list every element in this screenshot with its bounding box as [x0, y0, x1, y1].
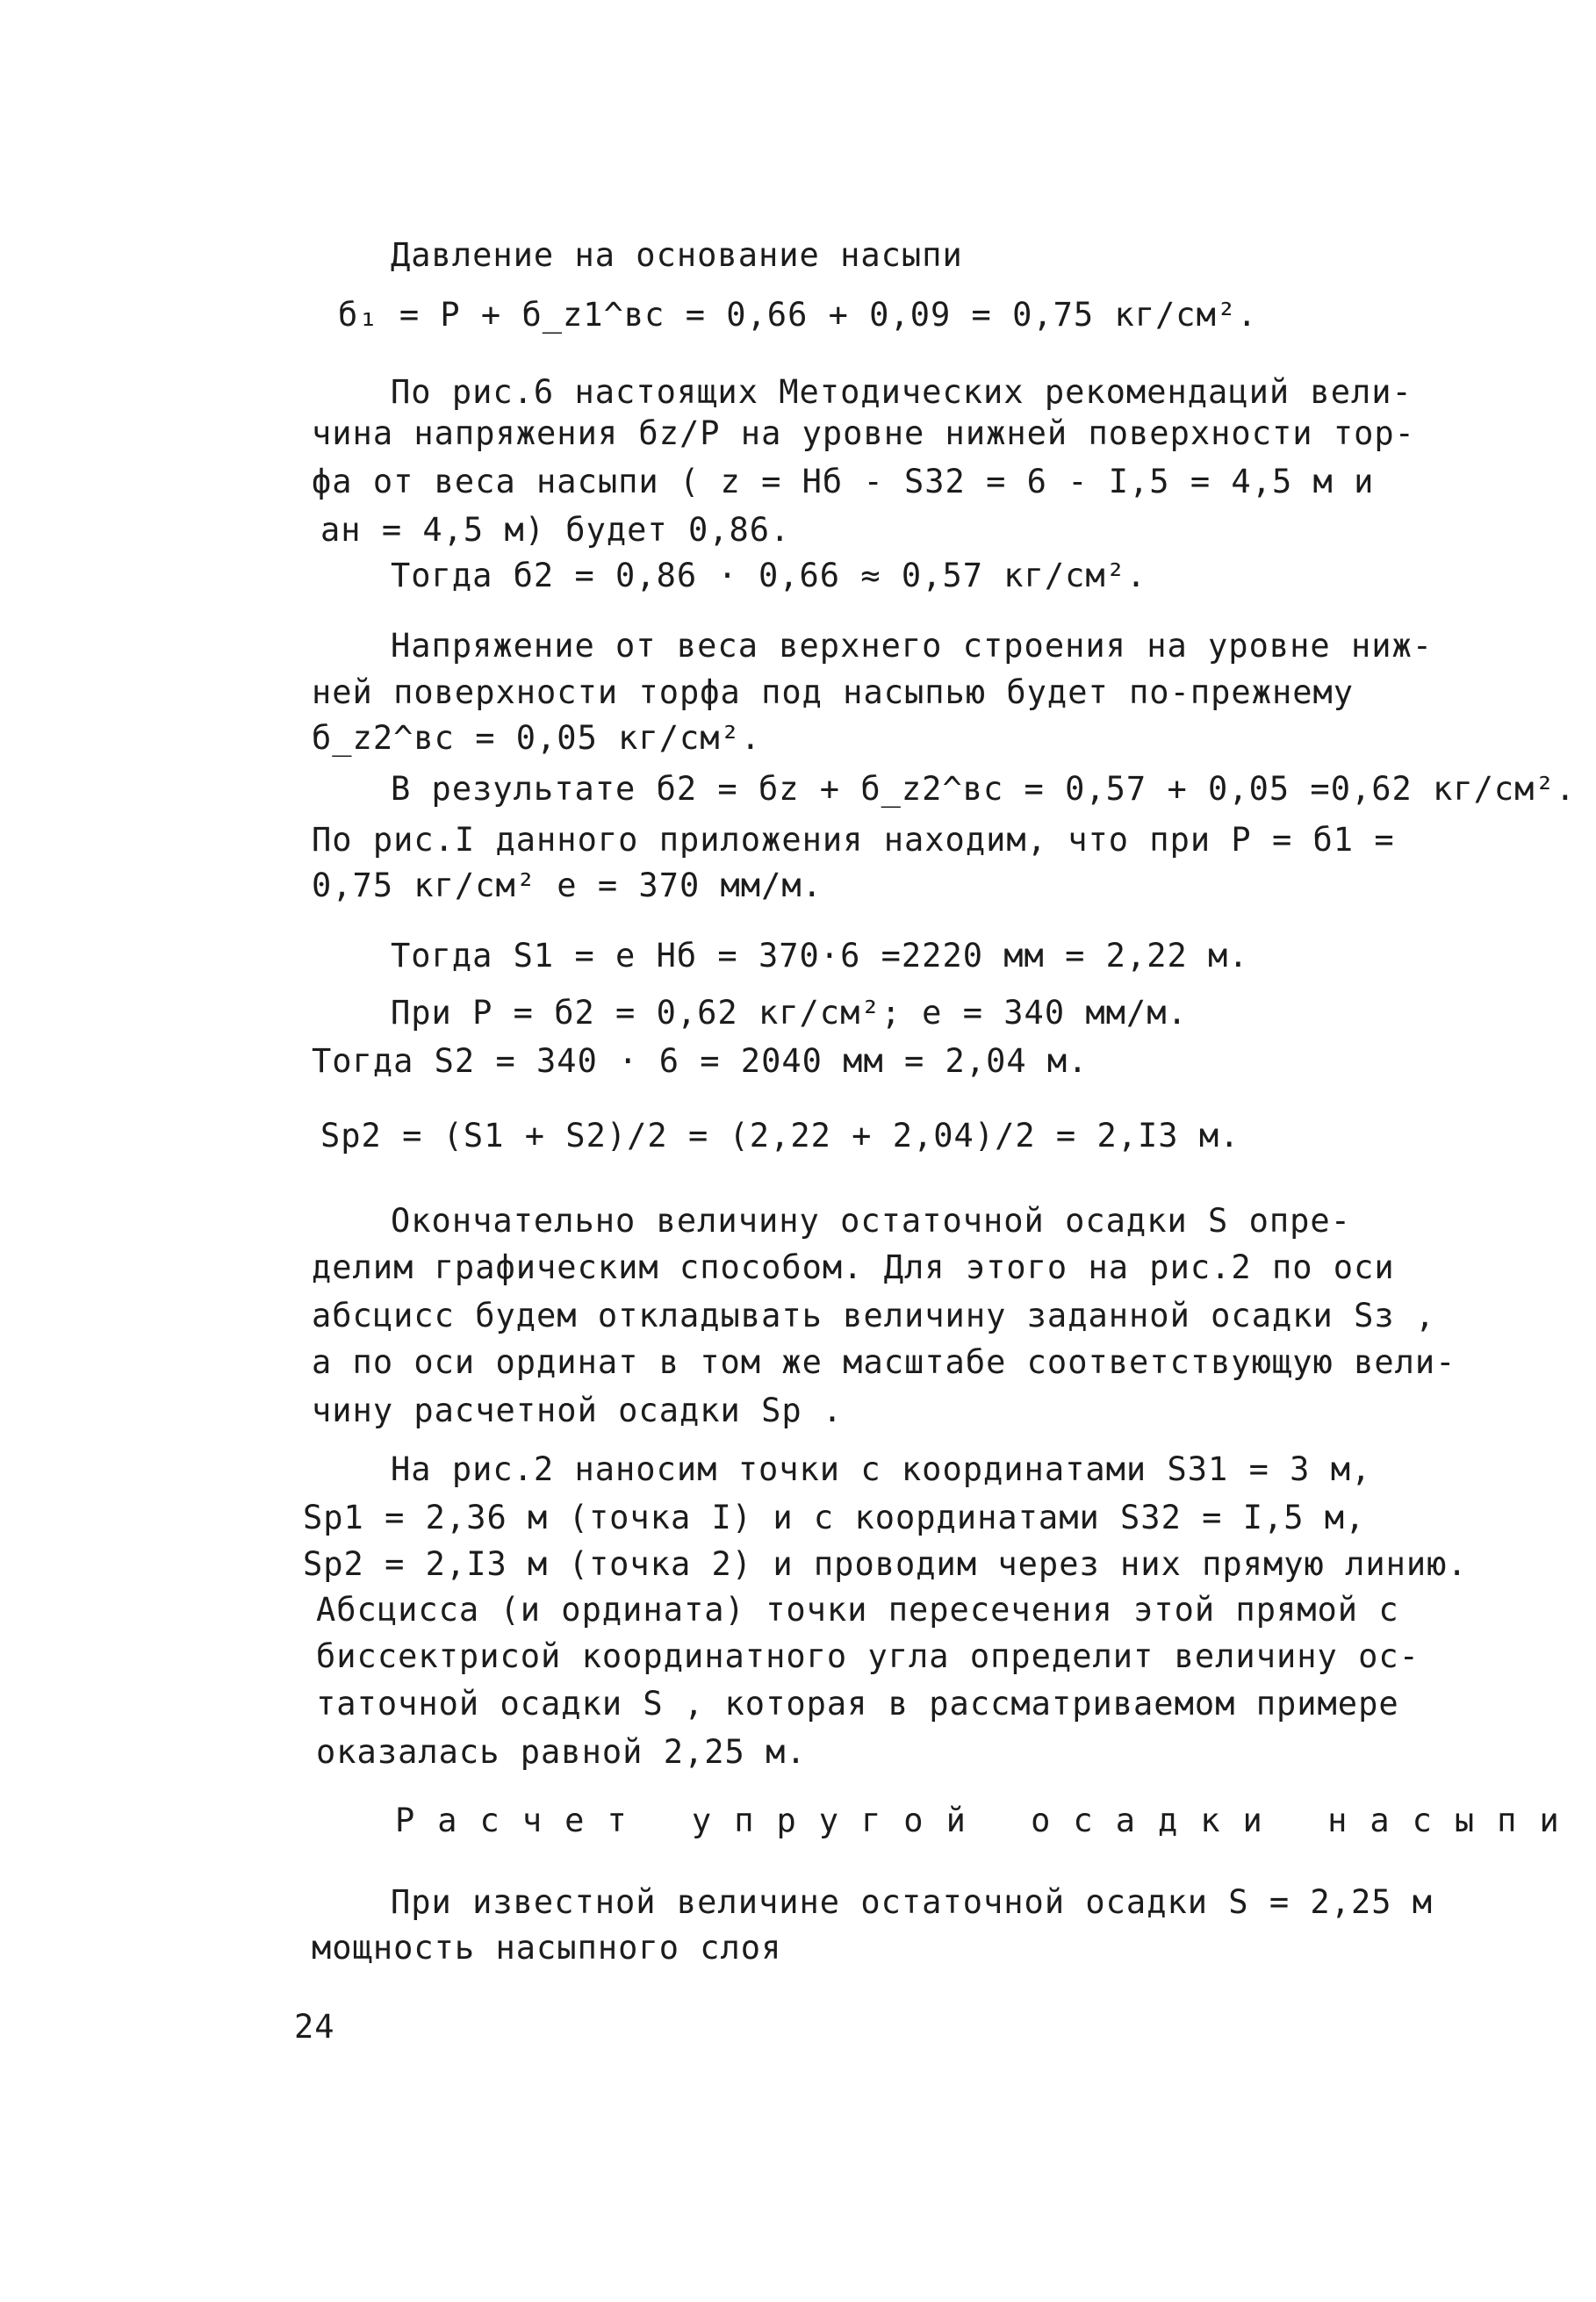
text-line: Sр2 = (S1 + S2)/2 = (2,22 + 2,04)/2 = 2,I3 м. [320, 1117, 1240, 1155]
text-line: aн = 4,5 м) будет 0,86. [320, 511, 791, 549]
text-line: Sр2 = 2,I3 м (точка 2) и проводим через них прямую линию. [303, 1545, 1468, 1583]
text-line: Sр1 = 2,36 м (точка I) и с координатами S32 = I,5 м, [303, 1499, 1366, 1536]
text-line: Окончательно величину остаточной осадки S опре- [391, 1202, 1351, 1240]
text-line: По рис.6 настоящих Методических рекомендаций вели- [391, 373, 1413, 411]
text-line: При известной величине остаточной осадки S = 2,25 м [391, 1883, 1434, 1921]
text-line: Тогда б2 = 0,86 · 0,66 ≈ 0,57 кг/см². [391, 557, 1147, 594]
text-line: оказалась равной 2,25 м. [316, 1733, 807, 1771]
text-line: таточной осадки S , которая в рассматриваемом примере [316, 1685, 1399, 1723]
text-line: 0,75 кг/см² e = 370 мм/м. [312, 867, 823, 904]
text-line: биссектрисой координатного угла определит величину ос- [316, 1637, 1420, 1675]
text-line: В результате б2 = бz + б_z2^вс = 0,57 + 0,05 =0,62 кг/см². [391, 770, 1577, 808]
text-line: б₁ = P + б_z1^вс = 0,66 + 0,09 = 0,75 кг/см². [338, 296, 1258, 334]
text-line: Тогда S1 = e Hб = 370·6 =2220 мм = 2,22 м. [391, 937, 1249, 975]
text-line: фа от веса насыпи ( z = Hб - S32 = 6 - I,5 = 4,5 м и [312, 463, 1375, 500]
text-line: чину расчетной осадки Sр . [312, 1392, 844, 1429]
text-line: мощность насыпного слоя [312, 1929, 782, 1967]
text-line: Напряжение от веса верхнего строения на уровне ниж- [391, 627, 1434, 665]
section-heading: Расчет упругой осадки насыпи [395, 1802, 1582, 1839]
text-line: чина напряжения бz/P на уровне нижней поверхности тор- [312, 414, 1415, 452]
text-line: делим графическим способом. Для этого на рис.2 по оси [312, 1248, 1395, 1286]
text-line: Абсцисса (и ордината) точки пересечения этой прямой с [316, 1591, 1399, 1629]
text-line: При P = б2 = 0,62 кг/см²; e = 340 мм/м. [391, 994, 1188, 1032]
text-line: По рис.I данного приложения находим, что при P = б1 = [312, 821, 1395, 859]
text-line: ней поверхности торфа под насыпью будет по-прежнему [312, 673, 1355, 711]
text-line: а по оси ординат в том же масштабе соответствующую вели- [312, 1343, 1456, 1381]
text-line: На рис.2 наносим точки с координатами S31 = 3 м, [391, 1450, 1372, 1488]
text-line: абсцисс будем откладывать величину заданной осадки Sз , [312, 1297, 1436, 1334]
text-line: Давление на основание насыпи [391, 236, 963, 274]
page-number: 24 [294, 2008, 335, 2046]
text-line: Тогда S2 = 340 · 6 = 2040 мм = 2,04 м. [312, 1042, 1089, 1080]
text-line: б_z2^вс = 0,05 кг/см². [312, 719, 762, 757]
